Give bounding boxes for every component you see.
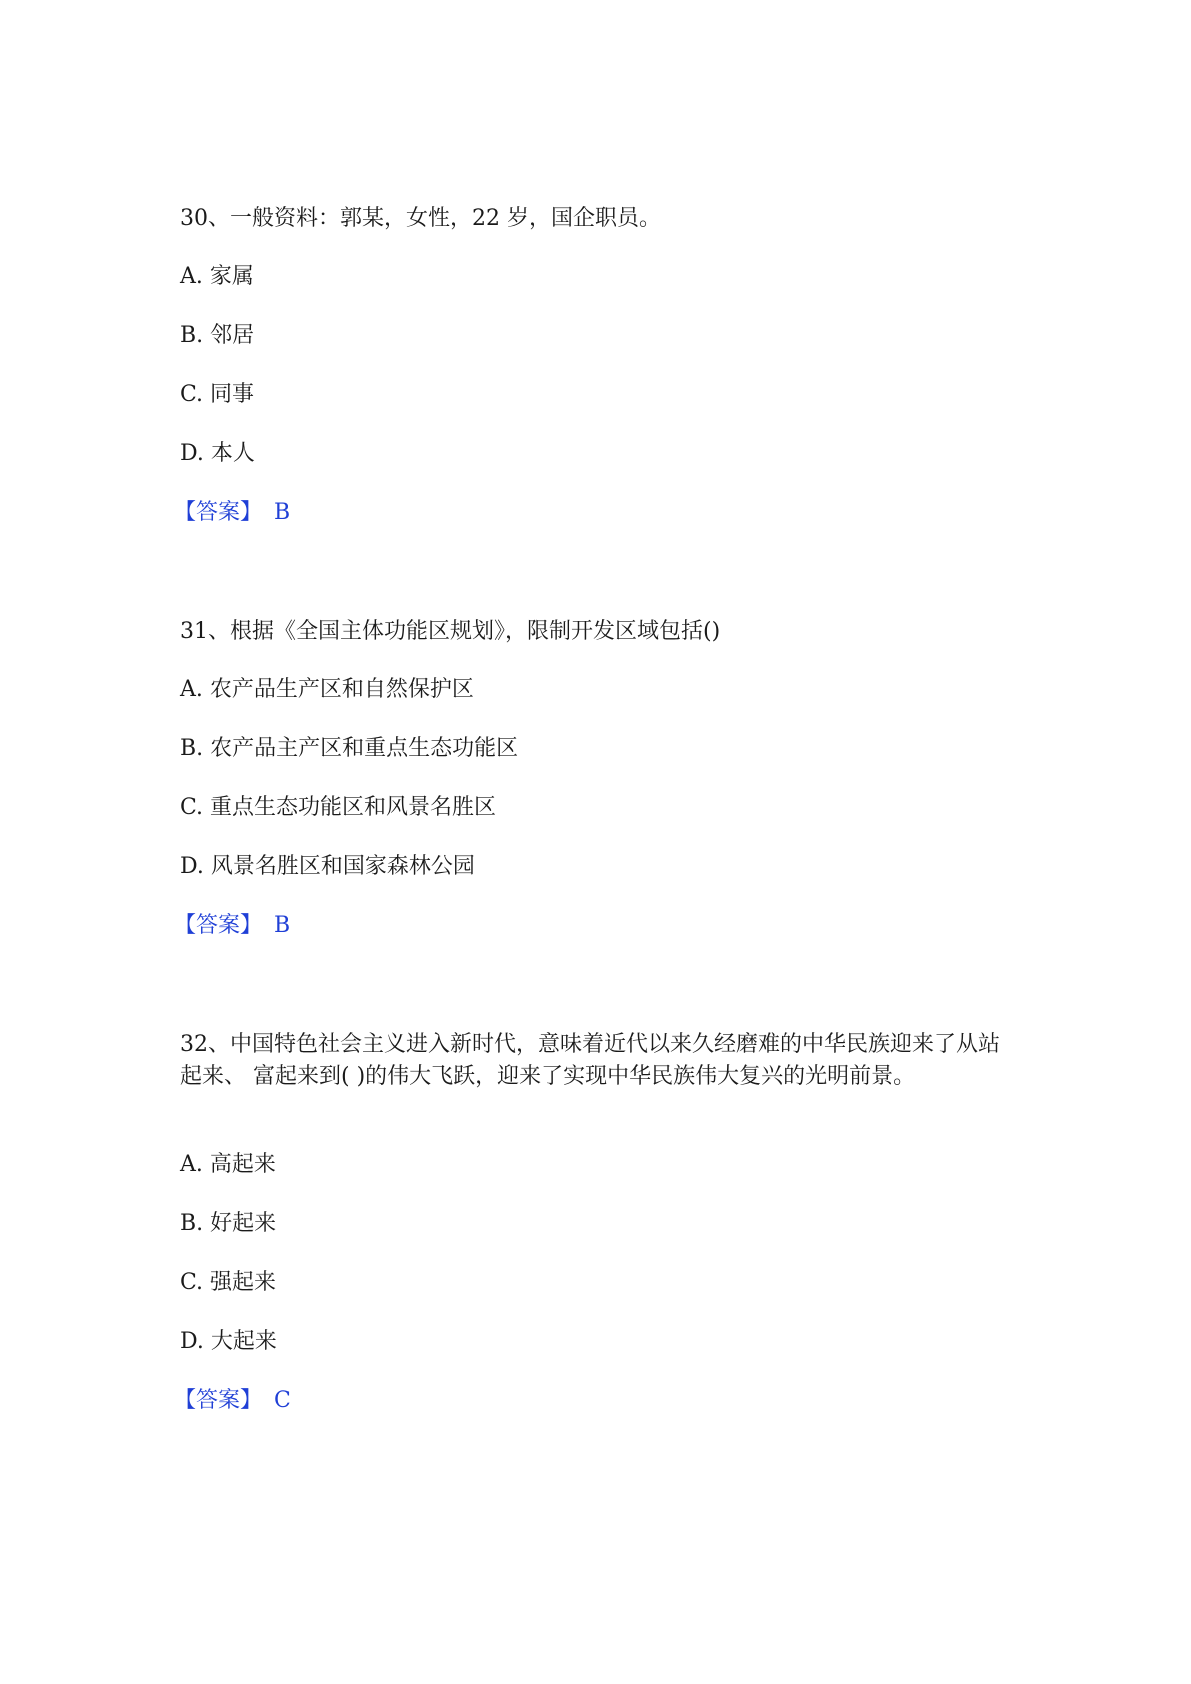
- question-31-answer: [174, 911, 290, 941]
- answer-label: 【答案】: [174, 913, 263, 938]
- question-32-option-b: B. 好起来: [180, 1211, 277, 1236]
- question-31-option-b: B. 农产品主产区和重点生态功能区: [180, 736, 519, 761]
- answer-label: 【答案】: [174, 1388, 263, 1413]
- question-32-option-c: C. 强起来: [180, 1270, 277, 1295]
- answer-value: B: [274, 500, 291, 525]
- question-31-option-c: C. 重点生态功能区和风景名胜区: [180, 795, 497, 820]
- answer-value: C: [274, 1388, 291, 1413]
- question-30-stem: 30、一般资料：郭某，女性，22 岁，国企职员。: [180, 206, 661, 231]
- question-31-option-d: D. 风景名胜区和国家森林公园: [180, 854, 475, 879]
- question-30-answer: [174, 498, 290, 528]
- question-30-option-a: A. 家属: [180, 264, 254, 289]
- answer-value: B: [274, 913, 291, 938]
- question-32-stem: 32、中国特色社会主义进入新时代，意味着近代以来久经磨难的中华民族迎来了从站起来、 富起来到( )的伟大飞跃，迎来了实现中华民族伟大复兴的光明前景。: [180, 1032, 1000, 1089]
- question-30-option-d: D. 本人: [180, 441, 255, 466]
- question-32-option-d: D. 大起来: [180, 1329, 277, 1354]
- question-31-stem: 31、根据《全国主体功能区规划》，限制开发区域包括(): [180, 619, 721, 644]
- question-31-option-a: A. 农产品生产区和自然保护区: [180, 677, 474, 702]
- question-32-option-a: A. 高起来: [180, 1152, 276, 1177]
- question-32-answer: [174, 1386, 291, 1416]
- question-30-option-c: C. 同事: [180, 382, 255, 407]
- answer-label: 【答案】: [174, 500, 263, 525]
- question-30-option-b: B. 邻居: [180, 323, 255, 348]
